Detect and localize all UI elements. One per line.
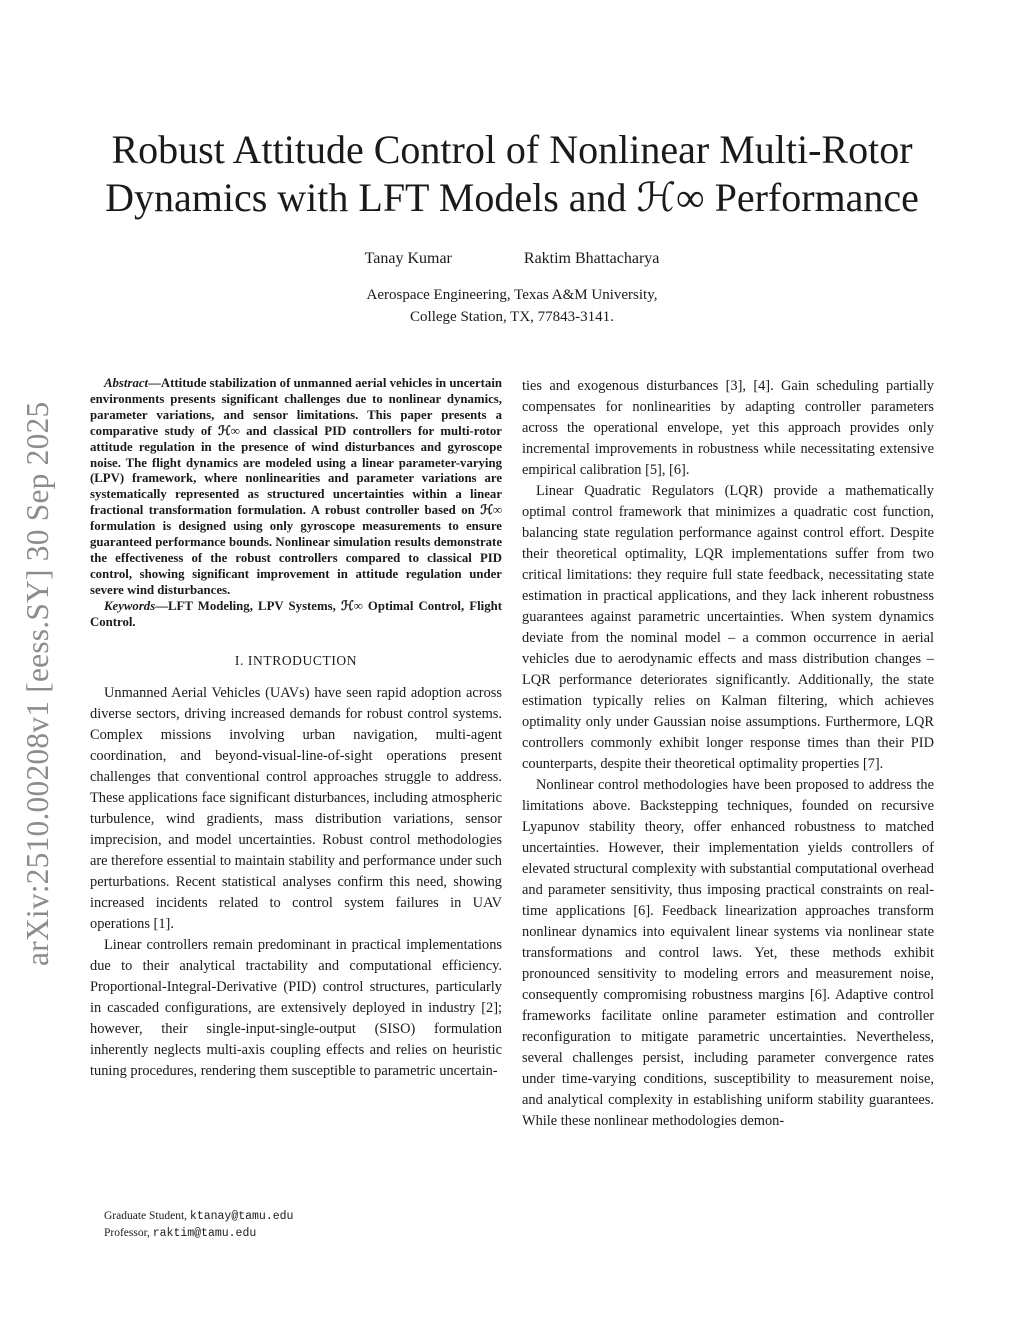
affiliation-line-1: Aerospace Engineering, Texas A&M University,: [366, 287, 658, 303]
keywords-text: —LFT Modeling, LPV Systems, ℋ∞ Optimal Control, Flight Control.: [90, 598, 502, 629]
body-paragraph: Linear controllers remain predominant in practical implementations due to their analytical tractability and computational efficiency. Proportional-Integral-Derivative (PID) control structures, particularly in cascaded configurations, are extensively deployed in industry [2]; however, their single-input-single-output (SISO) formulation inherently neglects multi-axis coupling effects and relies on heuristic tuning procedures, rendering them susceptible to parametric uncertain-: [90, 936, 502, 1079]
footnote-student: [104, 1208, 293, 1225]
affiliation: [0, 284, 1024, 328]
abstract-label: Abstract: [104, 376, 149, 390]
footnote-professor: [104, 1225, 293, 1242]
section-heading: I. INTRODUCTION: [234, 652, 358, 668]
student-email-link[interactable]: ktanay@tamu.edu: [189, 1210, 294, 1223]
paper-title: [60, 126, 964, 222]
abstract-text: —Attitude stabilization of unmanned aerial vehicles in uncertain environments presents significant challenges due to nonlinear dynamics, parameter variations, and sensor limitations. This paper presents a comparative study of ℋ∞ and classical PID controllers for multi-rotor attitude regulation in the presence of wind disturbances and gyroscope noise. The flight dynamics are modeled using a linear parameter-varying (LPV) framework, where nonlinearities and parameter variations are systematically represented as structured uncertainties within a linear fractional transformation formulation. A robust controller based on ℋ∞ formulation is designed using only gyroscope measurements to ensure guaranteed performance bounds. Nonlinear simulation results demonstrate the effectiveness of the robust controllers compared to classical PID control, showing significant improvement in attitude regulation under severe wind disturbances.: [90, 376, 502, 597]
keywords-label: Keywords: [104, 598, 156, 613]
title-line-1: Robust Attitude Control of Nonlinear Multi-Rotor: [111, 127, 913, 172]
keywords: [90, 599, 502, 631]
author-name: Tanay Kumar: [364, 250, 452, 267]
right-column: [522, 376, 934, 1132]
arxiv-identifier: arXiv:2510.00208v1 [eess.SY] 30 Sep 2025: [20, 401, 55, 966]
author-name: Raktim Bhattacharya: [523, 250, 660, 267]
abstract: [90, 376, 502, 599]
body-paragraph: ties and exogenous disturbances [3], [4]. Gain scheduling partially compensates for nonlinearities by adapting controller parameters across the operational envelope, yet this approach provides only incremental improvements in robustness while necessitating extensive empirical calibration [5], [6].: [522, 378, 934, 478]
left-column: [90, 376, 502, 1082]
professor-email-link[interactable]: raktim@tamu.edu: [152, 1227, 257, 1240]
footnote: [104, 1208, 293, 1242]
body-paragraph: Nonlinear control methodologies have been proposed to address the limitations above. Backstepping techniques, founded on recursive Lyapunov stability theory, offer enhanced robustness to matched uncertainties. However, their implementation yields controllers of elevated structural complexity with substantial computational overhead and parameter sensitivity, thus imposing practical constraints on real-time applications [6]. Feedback linearization approaches transform nonlinear dynamics into equivalent linear systems via nonlinear state transformations and control laws. Yet, these methods exhibit pronounced sensitivity to modeling errors and measurement noise, consequently compromising robustness margins [6]. Adaptive control frameworks facilitate online parameter estimation and controller reconfiguration to mitigate parametric uncertainties. Nevertheless, several challenges persist, including parameter convergence rates under time-varying conditions, susceptibility to measurement noise, and analytical complexity in establishing uniform stability guarantees. While these nonlinear methodologies demon-: [522, 777, 934, 1129]
affiliation-line-2: College Station, TX, 77843-3141.: [410, 309, 614, 325]
footnote-student-label: Graduate Student,: [104, 1210, 190, 1222]
body-paragraph: Linear Quadratic Regulators (LQR) provide a mathematically optimal control framework that minimizes a quadratic cost function, balancing state regulation performance against control effort. Despite their theoretical optimality, LQR implementations suffer from two critical limitations: they require full state feedback, necessitating state estimation in practical applications, and they lack inherent robustness guarantees against parametric uncertainties. When system dynamics deviate from the nominal model – a common occurrence in aerial vehicles due to aerodynamic effects and mass distribution changes – LQR performance deteriorates significantly. Additionally, the state estimation typically relies on Kalman filtering, which achieves optimality only under Gaussian noise assumptions. Furthermore, LQR controllers commonly exhibit longer response times than their PID counterparts, despite their theoretical optimality properties [7].: [522, 483, 934, 772]
footnote-professor-label: Professor,: [104, 1227, 153, 1239]
body-paragraph: Unmanned Aerial Vehicles (UAVs) have seen rapid adoption across diverse sectors, driving increased demands for robust control systems. Complex missions involving urban navigation, multi-agent coordination, and beyond-visual-line-of-sight operations present challenges that conventional control approaches struggle to address. These applications face significant disturbances, including atmospheric turbulence, wind gradients, mass distribution variations, sensor imprecision, and model uncertainties. Robust control methodologies are therefore essential to maintain stability and performance under such perturbations. Recent statistical analyses confirm this need, showing increased incidents related to control system failures in UAV operations [1].: [90, 684, 502, 932]
author-list: [0, 249, 1024, 269]
title-line-2: Dynamics with LFT Models and ℋ∞ Performance: [105, 175, 919, 220]
